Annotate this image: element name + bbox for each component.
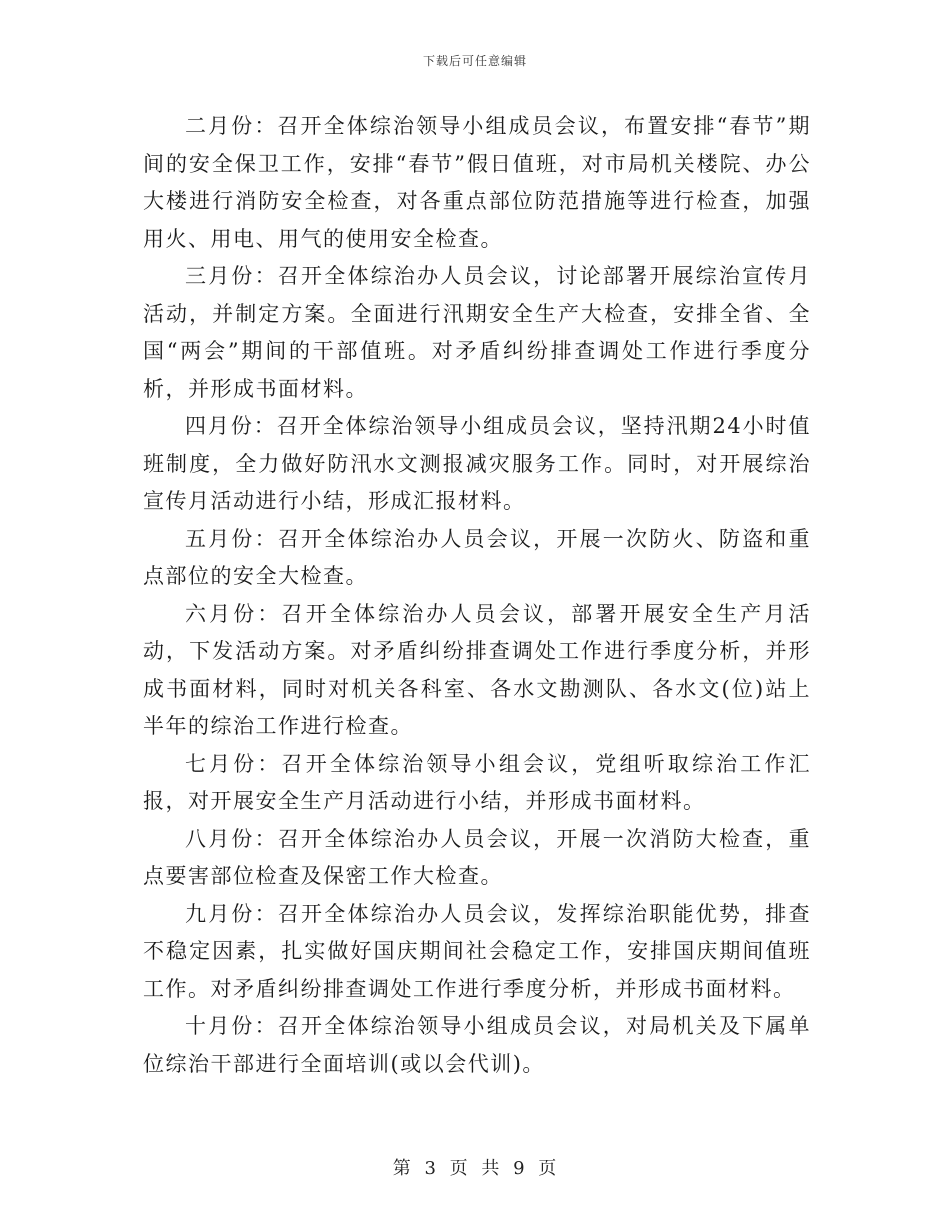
paragraph-september: 九月份：召开全体综治办人员会议，发挥综治职能优势，排查不稳定因素，扎实做好国庆期间社会稳定工作，安排国庆期间值班工作。对矛盾纠纷排查调处工作进行季度分析，并形成书面材料。 [143, 901, 811, 1001]
footer-page-word: 页 [449, 1158, 469, 1179]
footer-total-pages: 9 [513, 1158, 526, 1179]
footer-page-prefix: 第 [392, 1158, 412, 1179]
paragraph-august: 八月份：召开全体综治办人员会议，开展一次消防大检查，重点要害部位检查及保密工作大检查。 [143, 826, 811, 888]
paragraph-may: 五月份：召开全体综治办人员会议，开展一次防火、防盗和重点部位的安全大检查。 [143, 526, 811, 588]
paragraph-july: 七月份：召开全体综治领导小组会议，党组听取综治工作汇报，对开展安全生产月活动进行小结，并形成书面材料。 [143, 751, 811, 813]
footer-total-suffix: 页 [538, 1158, 558, 1179]
paragraph-june: 六月份：召开全体综治办人员会议，部署开展安全生产月活动，下发活动方案。对矛盾纠纷排查调处工作进行季度分析，并形成书面材料，同时对机关各科室、各水文勘测队、各水文(位)站上半年的综治工作进行检查。 [143, 601, 811, 738]
page-header: 下载后可任意编辑 [422, 54, 527, 68]
footer-current-page: 3 [424, 1158, 437, 1179]
document-body [143, 108, 811, 1083]
paragraph-march: 三月份：召开全体综治办人员会议，讨论部署开展综治宣传月活动，并制定方案。全面进行汛期安全生产大检查，安排全省、全国“两会”期间的干部值班。对矛盾纠纷排查调处工作进行季度分析，并形成书面材料。 [143, 264, 811, 401]
paragraph-february: 二月份：召开全体综治领导小组成员会议，布置安排“春节”期间的安全保卫工作，安排“春节”假日值班，对市局机关楼院、办公大楼进行消防安全检查，对各重点部位防范措施等进行检查，加强用火、用电、用气的使用安全检查。 [143, 114, 811, 251]
footer-total-prefix: 共 [481, 1158, 501, 1179]
paragraph-october: 十月份：召开全体综治领导小组成员会议，对局机关及下属单位综治干部进行全面培训(或以会代训)。 [143, 1014, 811, 1076]
page-footer [0, 1154, 950, 1180]
paragraph-april: 四月份：召开全体综治领导小组成员会议，坚持汛期24小时值班制度，全力做好防汛水文测报减灾服务工作。同时，对开展综治宣传月活动进行小结，形成汇报材料。 [143, 414, 811, 513]
